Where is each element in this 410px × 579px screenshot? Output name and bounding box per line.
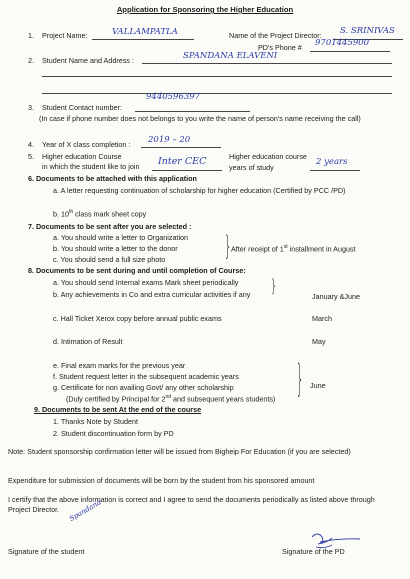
certification-statement: I certify that the above information is correct and I agree to send the documents periodically as listed above through Project Director. (8, 495, 375, 514)
section7-timing-note: After receipt of 1st installment in August (231, 244, 356, 254)
student-signature-handwritten: Spandana (68, 498, 103, 523)
section8-ab-timing: January &June (312, 292, 360, 301)
student-name-value: SPANDANA ELAVENI (183, 51, 278, 61)
section8-item-e: e. Final exam marks for the previous year (53, 361, 186, 370)
project-name-label: Project Name: (42, 31, 88, 40)
year-completion-label: Year of X class completion : (42, 140, 131, 149)
contact-label: Student Contact number: (42, 103, 122, 112)
section7-item-c: c. You should send a full size photo (53, 255, 166, 264)
project-director-label: Name of the Project Director: (229, 31, 322, 40)
section8-d-timing: May (312, 337, 326, 346)
section8-eg-brace: } (296, 357, 304, 401)
course-value: Inter CEC (158, 156, 207, 167)
section8-item-d: d. Intimation of Result (53, 337, 123, 346)
section6-item-a: a. A letter requesting continuation of scholarship for higher education (Certified by PCC /PD) (53, 186, 346, 195)
year-completion-value: 2019 – 20 (148, 135, 191, 145)
expenditure-statement: Expenditure for submission of documents will be born by the student from his sponsored amount (8, 476, 315, 485)
section8-item-g-note: (Duly certified by Principal for 2nd and subsequent years students) (66, 394, 276, 404)
section9-item-1: 1. Thanks Note by Student (53, 417, 138, 426)
course-label-line2: in which the student like to join (42, 162, 140, 171)
section6-item-b: b. 10th class mark sheet copy (53, 209, 147, 219)
item-number-5: 5. (28, 152, 34, 161)
section9-heading: 9. Documents to be sent At the end of the course (34, 405, 202, 414)
section6-heading: 6. Documents to be attached with this application (28, 174, 197, 183)
section8-eg-timing: June (310, 381, 326, 390)
section8-item-f: f. Student request letter in the subsequent academic years (53, 372, 239, 381)
pd-signature-label: Signature of the PD (282, 547, 345, 556)
section7-heading: 7. Documents to be sent after you are selected : (28, 222, 192, 231)
section7-brace: } (224, 231, 232, 262)
item-number-1: 1. (28, 31, 34, 40)
section9-item-2: 2. Student discontinuation form by PD (53, 429, 174, 438)
item-number-4: 4. (28, 140, 34, 149)
section7-item-b: b. You should write a letter to the donor (53, 244, 178, 253)
section7-item-a: a. You should write a letter to Organization (53, 233, 189, 242)
item-number-2: 2. (28, 56, 34, 65)
section8-item-g: g. Certificate for non availing Govt/ any other scholarship (53, 383, 234, 392)
pd-phone-label: PD's Phone # (258, 43, 302, 52)
section8-item-a: a. You should send Internal exams Mark sheet periodically (53, 278, 239, 287)
section8-ab-brace: } (270, 276, 278, 296)
project-name-value: VALLAMPATLA (112, 27, 178, 37)
course-years-label-line2: years of study (229, 163, 274, 172)
pd-phone-value: 9701445900 (315, 38, 370, 48)
contact-note: (In case if phone number does not belongs to you write the name of person's name receiving the call) (39, 114, 361, 123)
project-director-value: S. SRINIVAS (340, 26, 395, 36)
student-name-label: Student Name and Address : (42, 56, 134, 65)
item-number-3: 3. (28, 103, 34, 112)
section8-heading: 8. Documents to be sent during and until completion of Course: (28, 266, 246, 275)
section8-item-c: c. Hall Ticket Xerox copy before annual public exams (53, 314, 222, 323)
section8-item-b: b. Any achievements in Co and extra curricular activities if any (53, 290, 251, 299)
student-signature-label: Signature of the student (8, 547, 85, 556)
section8-c-timing: March (312, 314, 332, 323)
form-title: Application for Sponsoring the Higher Education (116, 5, 294, 14)
course-years-value: 2 years (316, 157, 348, 167)
contact-value: 9440596397 (146, 92, 201, 102)
course-label-line1: Higher education Course (42, 152, 122, 161)
course-years-label-line1: Higher education course (229, 152, 307, 161)
sponsorship-note: Note: Student sponsorship confirmation letter will be issued from Bigheip For Education (if you are selected) (8, 447, 351, 456)
